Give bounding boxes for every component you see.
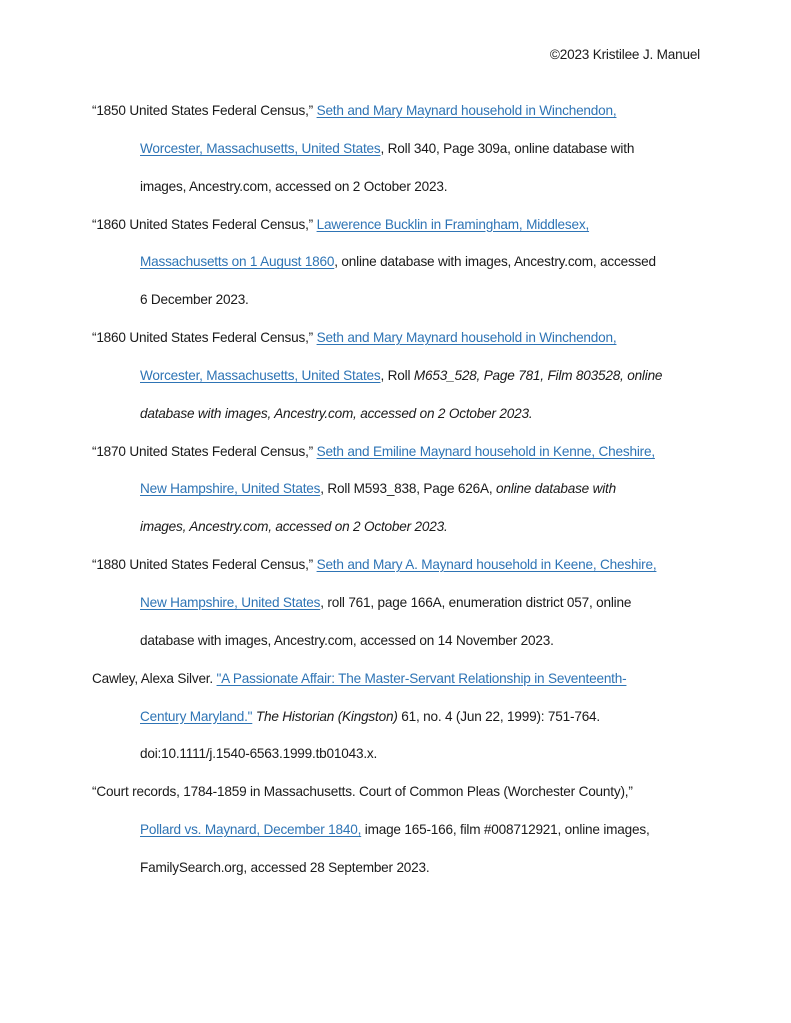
citation-text: FamilySearch.org, accessed 28 September 2023. — [140, 859, 430, 875]
citation-text: , Roll M593_838, Page 626A, — [320, 481, 497, 497]
citation-line — [92, 811, 752, 849]
citation-line — [92, 546, 752, 584]
citation-line — [92, 470, 752, 508]
citation-text-italic: database with images, Ancestry.com, accessed on 2 October 2023. — [140, 405, 533, 421]
citation-text: Cawley, Alexa Silver. — [92, 670, 217, 686]
citation-line — [92, 735, 752, 773]
citation-line — [92, 92, 752, 130]
citation-line — [92, 773, 752, 811]
citation-line — [92, 622, 752, 660]
citation-text: “1870 United States Federal Census,” — [92, 443, 317, 459]
citation-line — [92, 319, 752, 357]
citation-entry — [92, 433, 752, 547]
citation-link[interactable]: New Hampshire, United States — [140, 594, 321, 610]
citation-link[interactable]: Seth and Mary Maynard household in Winchendon, — [316, 330, 617, 346]
citation-line — [92, 698, 752, 736]
citation-text: “Court records, 1784-1859 in Massachusetts. Court of Common Pleas (Worchester County),” — [92, 784, 633, 800]
citation-line — [92, 584, 752, 622]
citation-line — [92, 660, 752, 698]
citation-text: doi:10.1111/j.1540-6563.1999.tb01043.x. — [140, 746, 378, 762]
citation-entry — [92, 206, 752, 320]
citation-text: , roll 761, page 166A, enumeration district 057, online — [320, 594, 632, 610]
citation-link[interactable]: "A Passionate Affair: The Master-Servant Relationship in Seventeenth- — [216, 670, 627, 686]
citation-text: “1880 United States Federal Census,” — [92, 557, 317, 573]
citation-line — [92, 357, 752, 395]
citation-line — [92, 243, 752, 281]
citation-link[interactable]: Worcester, Massachusetts, United States — [140, 367, 381, 383]
citation-text: database with images, Ancestry.com, accessed on 14 November 2023. — [140, 632, 554, 648]
citation-text: , Roll — [380, 367, 414, 383]
citation-entry — [92, 319, 752, 433]
citation-entry — [92, 546, 752, 660]
citation-text-italic: The Historian (Kingston) — [255, 708, 398, 724]
citation-entry — [92, 92, 752, 206]
citation-line — [92, 433, 752, 471]
citation-line — [92, 130, 752, 168]
citation-line — [92, 281, 752, 319]
citation-link[interactable]: Seth and Mary A. Maynard household in Keene, Cheshire, — [316, 557, 657, 573]
citation-entry — [92, 773, 752, 887]
citation-text: , Roll 340, Page 309a, online database with — [380, 140, 635, 156]
citation-link[interactable]: New Hampshire, United States — [140, 481, 321, 497]
copyright-notice: ©2023 Kristilee J. Manuel — [549, 47, 700, 62]
citation-link[interactable]: Pollard vs. Maynard, December 1840, — [140, 822, 362, 838]
citation-link[interactable]: Lawerence Bucklin in Framingham, Middlesex, — [316, 216, 590, 232]
citation-line — [92, 206, 752, 244]
citation-text: “1860 United States Federal Census,” — [92, 330, 317, 346]
citation-line — [92, 508, 752, 546]
citation-line — [92, 168, 752, 206]
citation-text-italic: M653_528, Page 781, Film 803528, online — [413, 367, 663, 383]
citation-text: “1860 United States Federal Census,” — [92, 216, 317, 232]
citation-link[interactable]: Century Maryland." — [140, 708, 253, 724]
citation-link[interactable]: Massachusetts on 1 August 1860 — [140, 254, 335, 270]
citation-link[interactable]: Seth and Mary Maynard household in Winchendon, — [316, 103, 617, 118]
citation-line — [92, 395, 752, 433]
citation-entry — [92, 660, 752, 774]
citation-text: , online database with images, Ancestry.com, accessed — [334, 254, 656, 270]
citation-link[interactable]: Seth and Emiline Maynard household in Kenne, Cheshire, — [316, 443, 655, 459]
citation-line — [92, 849, 752, 887]
citation-text: 6 December 2023. — [140, 292, 249, 308]
citation-text-italic: images, Ancestry.com, accessed on 2 October 2023. — [140, 519, 448, 535]
citation-text-italic: online database with — [496, 481, 616, 497]
citation-text: 61, no. 4 (Jun 22, 1999): 751-764. — [397, 708, 600, 724]
citation-text: image 165-166, film #008712921, online images, — [361, 822, 650, 838]
bibliography-list — [92, 92, 752, 887]
citation-text: images, Ancestry.com, accessed on 2 October 2023. — [140, 178, 448, 194]
citation-text: “1850 United States Federal Census,” — [92, 103, 317, 118]
citation-link[interactable]: Worcester, Massachusetts, United States — [140, 140, 381, 156]
